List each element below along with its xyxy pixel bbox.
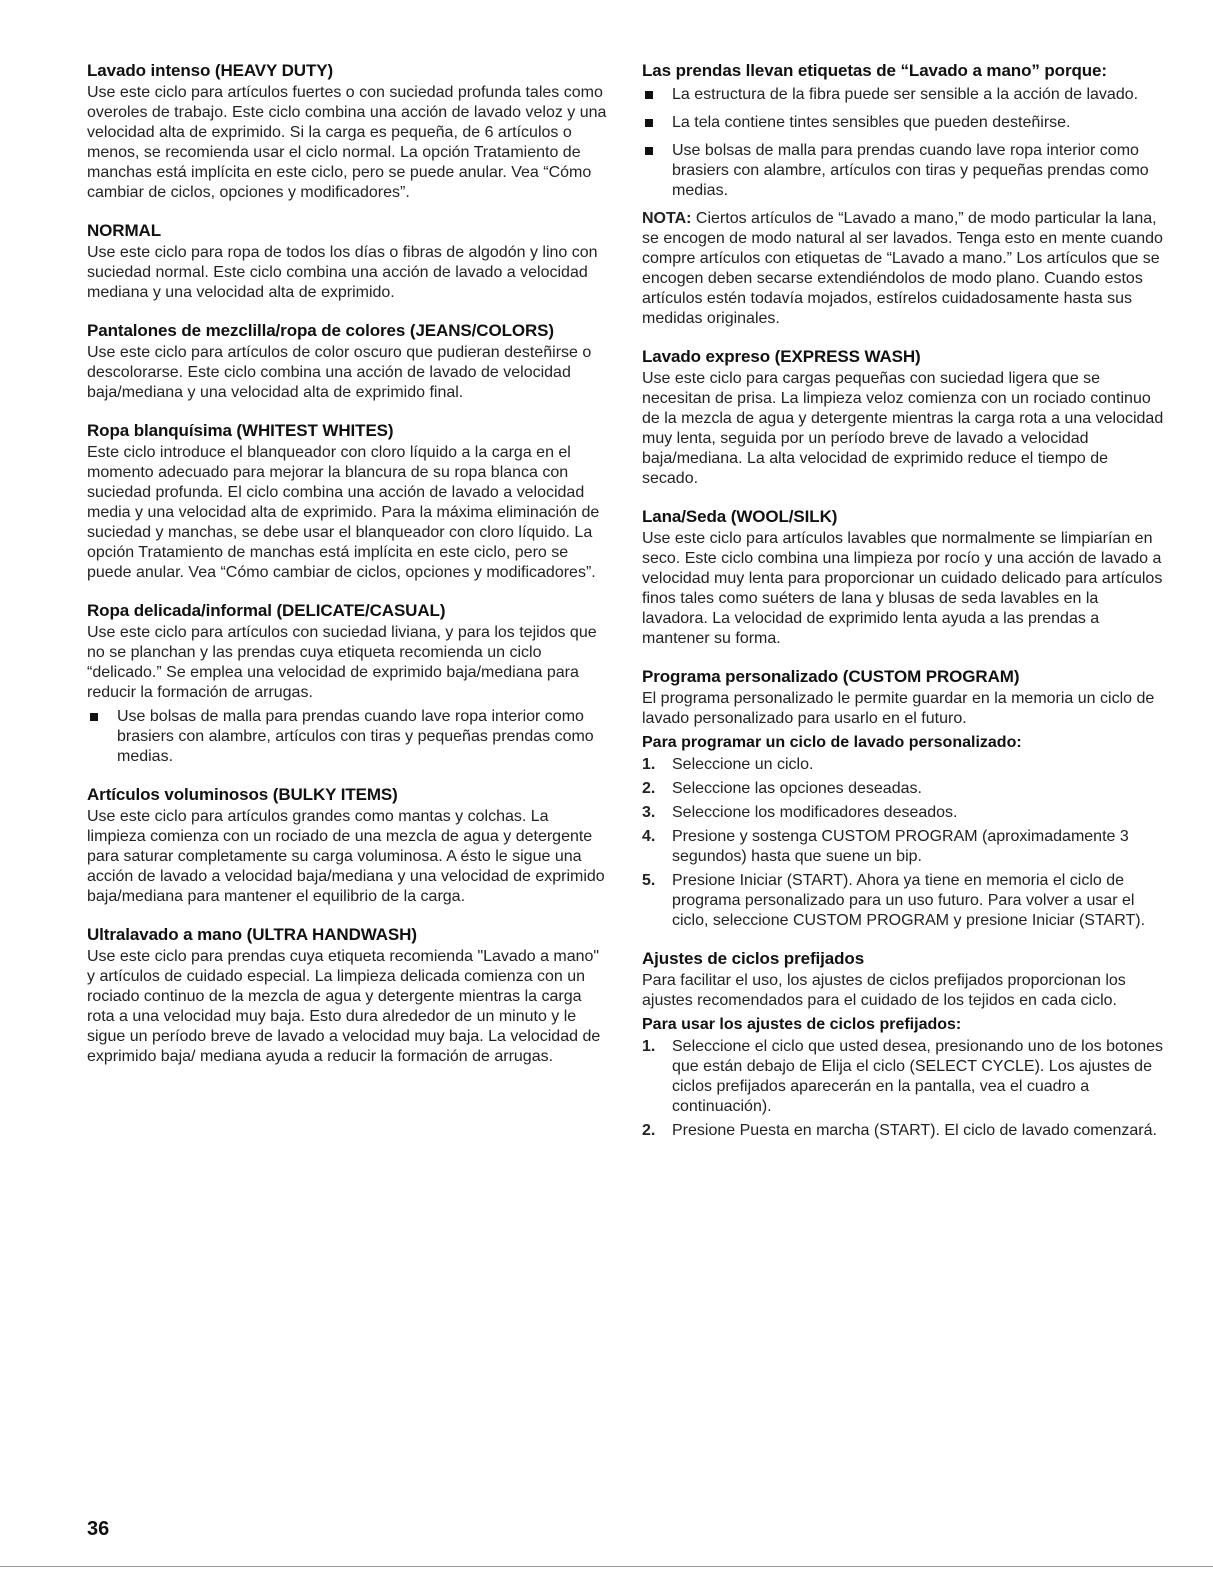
- list-item: [642, 871, 1164, 931]
- section-body: Use este ciclo para artículos de color oscuro que pudieran desteñirse o descolorarse. Este ciclo combina una acción de lavado de velocidad baja/mediana y una velocidad alta de exprimido final.: [87, 344, 592, 401]
- step-text: Seleccione un ciclo.: [672, 756, 814, 773]
- list-item: [642, 803, 1164, 823]
- square-bullet-icon: [645, 119, 653, 127]
- list-item-text: La estructura de la fibra puede ser sensible a la acción de lavado.: [672, 86, 1139, 103]
- section-body: Use este ciclo para artículos grandes como mantas y colchas. La limpieza comienza con un rociado de una mezcla de agua y detergente para saturar completamente su carga voluminosa. A ésto le sigue una acción de lavado a velocidad baja/mediana y una velocidad de exprimido baja/mediana para mantener el equilibrio de la carga.: [87, 808, 605, 905]
- note-label: NOTA:: [642, 210, 692, 227]
- list-item: [642, 1121, 1164, 1141]
- left-column: [87, 60, 607, 1084]
- list-item-text: Use bolsas de malla para prendas cuando lave ropa interior como brasiers con alambre, artículos con tiras y pequeñas prendas como medias.: [117, 708, 594, 765]
- section-delicate-casual: [87, 600, 607, 767]
- square-bullet-icon: [645, 147, 653, 155]
- step-number: 5.: [642, 872, 656, 889]
- section-whitest-whites: [87, 420, 607, 583]
- section-title: Ropa delicada/informal (DELICATE/CASUAL): [87, 601, 446, 620]
- step-text: Seleccione el ciclo que usted desea, presionando uno de los botones que están debajo de Elija el ciclo (SELECT CYCLE). Los ajustes de ciclos prefijados aparecerán en la pantalla, vea el cuadro a continuación).: [672, 1038, 1164, 1115]
- step-number: 3.: [642, 804, 656, 821]
- list-item: [642, 141, 1164, 201]
- section-ultra-handwash: [87, 924, 607, 1067]
- list-item-text: Use bolsas de malla para prendas cuando lave ropa interior como brasiers con alambre, artículos con tiras y pequeñas prendas como medias.: [672, 142, 1149, 199]
- section-title: Ropa blanquísima (WHITEST WHITES): [87, 421, 394, 440]
- note-paragraph: [642, 209, 1164, 329]
- bullet-list: [87, 707, 607, 767]
- step-number: 4.: [642, 828, 656, 845]
- note-body: Ciertos artículos de “Lavado a mano,” de modo particular la lana, se encogen de modo natural al ser lavados. Tenga esto en mente cuando compre artículos con etiquetas de “Lavado a mano.” Los artículos que se encogen deben secarse extendiéndolos de modo plano. Cuando estos artículos estén todavía mojados, estírelos cuidadosamente hasta sus medidas originales.: [642, 210, 1163, 327]
- list-item: [642, 85, 1164, 105]
- list-item: [87, 707, 607, 767]
- section-title: Artículos voluminosos (BULKY ITEMS): [87, 785, 398, 804]
- step-number: 2.: [642, 1122, 656, 1139]
- section-preset-settings: [642, 948, 1164, 1141]
- steps-list: [642, 755, 1164, 931]
- list-item: [642, 113, 1164, 133]
- section-wool-silk: [642, 506, 1164, 649]
- step-text: Seleccione las opciones deseadas.: [672, 780, 922, 797]
- square-bullet-icon: [90, 713, 98, 721]
- section-body: Use este ciclo para prendas cuya etiqueta recomienda "Lavado a mano" y artículos de cuidado especial. La limpieza delicada comienza con un rociado continuo de la mezcla de agua y detergente mientras la carga rota a una velocidad muy baja. Esto dura alrededor de un minuto y le sigue un período breve de lavado a velocidad muy baja. La velocidad de exprimido baja/ mediana ayuda a reducir la formación de arrugas.: [87, 948, 601, 1065]
- section-title: Lavado expreso (EXPRESS WASH): [642, 347, 921, 366]
- list-item: [642, 755, 1164, 775]
- list-item-text: La tela contiene tintes sensibles que pueden desteñirse.: [672, 114, 1071, 131]
- section-title: Ultralavado a mano (ULTRA HANDWASH): [87, 925, 417, 944]
- step-number: 2.: [642, 780, 656, 797]
- section-title: Ajustes de ciclos prefijados: [642, 949, 865, 968]
- section-body: Este ciclo introduce el blanqueador con cloro líquido a la carga en el momento adecuado para mejorar la blancura de su ropa blanca con suciedad profunda. El ciclo combina una acción de lavado a velocidad media y una velocidad alta de exprimido. Para la máxima eliminación de suciedad y manchas, se debe usar el blanqueador con cloro líquido. La opción Tratamiento de manchas está implícita en este ciclo, pero se puede anular. Vea “Cómo cambiar de ciclos, opciones y modificadores”.: [87, 444, 600, 581]
- section-normal: [87, 220, 607, 303]
- section-title: Lana/Seda (WOOL/SILK): [642, 507, 838, 526]
- step-number: 1.: [642, 1038, 656, 1055]
- section-body: Use este ciclo para artículos fuertes o con suciedad profunda tales como overoles de trabajo. Este ciclo combina una acción de lavado veloz y una velocidad alta de exprimido. Si la carga es pequeña, de 6 artículos o menos, se recomienda usar el ciclo normal. La opción Tratamiento de manchas está implícita en este ciclo, pero se puede anular. Vea “Cómo cambiar de ciclos, opciones y modificadores”.: [87, 84, 607, 201]
- section-handwash-reasons: [642, 60, 1164, 329]
- step-number: 1.: [642, 756, 656, 773]
- section-body: Use este ciclo para cargas pequeñas con suciedad ligera que se necesitan de prisa. La limpieza veloz comienza con un rociado continuo de la mezcla de agua y detergente mientras la carga rota a una velocidad muy lenta, seguida por un período breve de lavado a velocidad baja/mediana. La alta velocidad de exprimido reduce el tiempo de secado.: [642, 370, 1164, 487]
- section-body: Use este ciclo para ropa de todos los días o fibras de algodón y lino con suciedad normal. Este ciclo combina una acción de lavado a velocidad mediana y una velocidad alta de exprimido.: [87, 244, 598, 301]
- section-title: NORMAL: [87, 221, 161, 240]
- section-custom-program: [642, 666, 1164, 931]
- section-title: Lavado intenso (HEAVY DUTY): [87, 61, 334, 80]
- section-express-wash: [642, 346, 1164, 489]
- square-bullet-icon: [645, 91, 653, 99]
- step-text: Presione Puesta en marcha (START). El ciclo de lavado comenzará.: [672, 1122, 1157, 1139]
- list-item: [642, 1037, 1164, 1117]
- section-body: Para facilitar el uso, los ajustes de ciclos prefijados proporcionan los ajustes recomendados para el cuidado de los tejidos en cada ciclo.: [642, 972, 1126, 1009]
- section-body: Use este ciclo para artículos lavables que normalmente se limpiarían en seco. Este ciclo combina una limpieza por rocío y una acción de lavado a velocidad muy lenta para proporcionar un cuidado delicado para artículos finos tales como suéters de lana y blusas de seda lavables en la lavadora. La velocidad de exprimido lenta ayuda a las prendas a mantener su forma.: [642, 530, 1163, 647]
- subsection-title: Para usar los ajustes de ciclos prefijados:: [642, 1016, 962, 1033]
- subsection-title: Para programar un ciclo de lavado personalizado:: [642, 734, 1022, 751]
- section-title: Pantalones de mezclilla/ropa de colores (JEANS/COLORS): [87, 321, 554, 340]
- section-bulky-items: [87, 784, 607, 907]
- right-column: [642, 60, 1164, 1158]
- section-title: Programa personalizado (CUSTOM PROGRAM): [642, 667, 1020, 686]
- step-text: Presione y sostenga CUSTOM PROGRAM (aproximadamente 3 segundos) hasta que suene un bip.: [672, 828, 1129, 865]
- section-body: El programa personalizado le permite guardar en la memoria un ciclo de lavado personalizado para usarlo en el futuro.: [642, 690, 1155, 727]
- page-number: 36: [87, 1518, 110, 1540]
- steps-list: [642, 1037, 1164, 1141]
- section-title: Las prendas llevan etiquetas de “Lavado a mano” porque:: [642, 61, 1107, 80]
- section-body: Use este ciclo para artículos con suciedad liviana, y para los tejidos que no se planchan y las prendas cuya etiqueta recomienda un ciclo “delicado.” Se emplea una velocidad de exprimido baja/mediana para reducir la formación de arrugas.: [87, 624, 597, 701]
- list-item: [642, 827, 1164, 867]
- section-heavy-duty: [87, 60, 607, 203]
- step-text: Presione Iniciar (START). Ahora ya tiene en memoria el ciclo de programa personalizado para un uso futuro. Para volver a usar el ciclo, seleccione CUSTOM PROGRAM y presione Iniciar (START).: [672, 872, 1146, 929]
- bullet-list: [642, 85, 1164, 201]
- list-item: [642, 779, 1164, 799]
- bottom-rule: [0, 1566, 1213, 1567]
- section-jeans-colors: [87, 320, 607, 403]
- step-text: Seleccione los modificadores deseados.: [672, 804, 958, 821]
